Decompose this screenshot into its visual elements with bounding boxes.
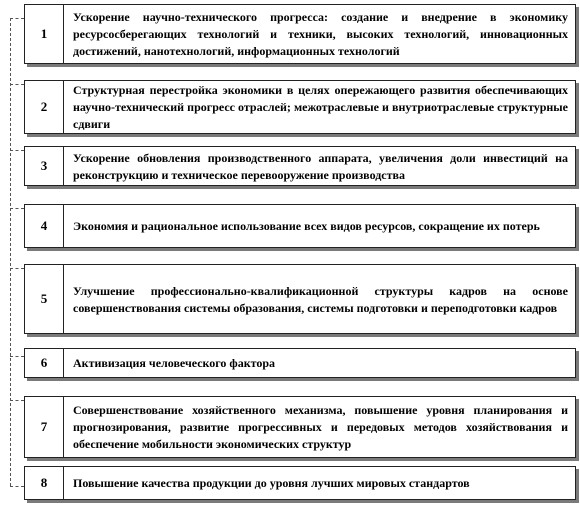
factor-row-1 <box>24 4 576 64</box>
factor-text-cell <box>64 81 575 133</box>
factor-text: Совершенствование хозяйственного механизма, повышение уровня планирования и прогнозирования, развитие прогрессивных и передовых методов хозяйствования и обеспечение мобильности экономических структур <box>73 403 568 451</box>
factor-row-5 <box>24 264 576 334</box>
factor-row-6 <box>24 348 576 378</box>
connector-line <box>10 84 24 85</box>
factor-text: Структурная перестройка экономики в целях опережающего развития обеспечивающих научно-технический прогресс отраслей; межотраслевые и внутриотраслевые структурные сдвиги <box>73 83 568 131</box>
factor-text-cell <box>64 467 575 499</box>
factor-row-4 <box>24 204 576 248</box>
factor-text-cell <box>64 205 575 247</box>
factor-text: Экономия и рациональное использование всех видов ресурсов, сокращение их потерь <box>73 219 540 233</box>
factor-text: Активизация человеческого фактора <box>73 356 276 370</box>
factor-text-cell <box>64 147 575 185</box>
connector-line <box>10 18 24 19</box>
factor-row-2 <box>24 80 576 134</box>
factor-number: 6 <box>25 349 64 377</box>
factor-text-cell <box>64 5 575 63</box>
factor-row-8 <box>24 466 576 500</box>
factor-number: 4 <box>25 205 64 247</box>
factor-number: 1 <box>25 5 64 63</box>
connector-line <box>10 150 24 151</box>
connector-line <box>10 268 24 269</box>
factor-text: Повышение качества продукции до уровня лучших мировых стандартов <box>73 476 470 490</box>
factor-number: 2 <box>25 81 64 133</box>
factor-text: Ускорение научно-технического прогресса: создание и внедрение в экономику ресурсосберегающих технологий и техники, высоких технологий, инновационных достижений, нанотехнологий, информационных технологий <box>73 10 568 58</box>
factor-text-cell <box>64 397 575 457</box>
connector-line <box>10 486 24 487</box>
factor-row-7 <box>24 396 576 458</box>
factor-number: 8 <box>25 467 64 499</box>
connector-line <box>10 208 24 209</box>
factor-number: 7 <box>25 397 64 457</box>
factor-row-3 <box>24 146 576 186</box>
factor-text: Ускорение обновления производственного аппарата, увеличения доли инвестиций на реконструкцию и техническое перевооружение производства <box>73 150 568 182</box>
factor-number: 3 <box>25 147 64 185</box>
factor-text: Улучшение профессионально-квалификационной структуры кадров на основе совершенствования системы образования, системы подготовки и переподготовки кадров <box>73 283 568 315</box>
factor-number: 5 <box>25 265 64 333</box>
factor-text-cell <box>64 265 575 333</box>
left-bracket-line <box>10 18 11 486</box>
connector-line <box>10 356 24 357</box>
factor-text-cell <box>64 349 575 377</box>
connector-line <box>10 400 24 401</box>
